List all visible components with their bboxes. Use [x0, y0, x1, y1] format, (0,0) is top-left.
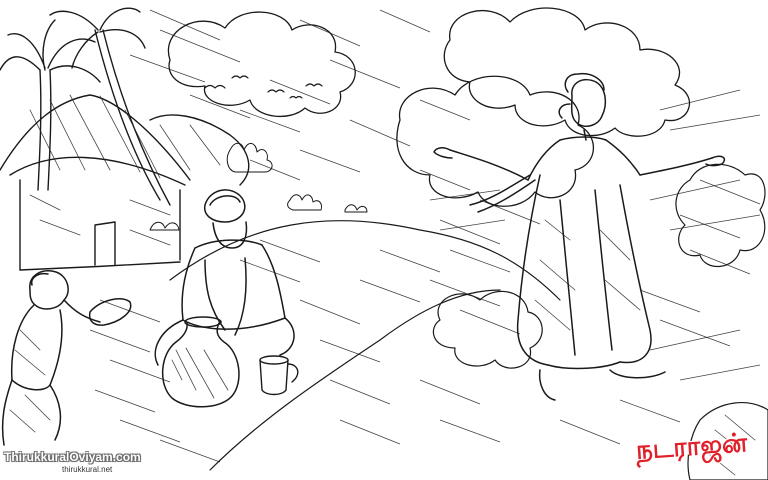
- watermark-url: thirukkural.net: [62, 465, 113, 474]
- cloud-right-low: [433, 164, 765, 368]
- cloud-left: [168, 12, 355, 116]
- seated-man: [155, 190, 294, 365]
- shrubs: [150, 143, 367, 230]
- cloud-top-right: [444, 8, 689, 136]
- birds: [205, 76, 322, 98]
- metal-cup: [260, 356, 298, 395]
- watermark-site: ThirukkuralOviyam.com: [4, 450, 141, 464]
- wind-lines: [430, 90, 760, 380]
- drinking-man: [3, 271, 131, 445]
- clay-pot: [163, 317, 239, 407]
- palm-tree: [0, 8, 170, 205]
- artist-signature: நடராஜன்: [634, 428, 749, 466]
- thatched-hut: [0, 95, 249, 270]
- cloud-middle: [397, 76, 594, 206]
